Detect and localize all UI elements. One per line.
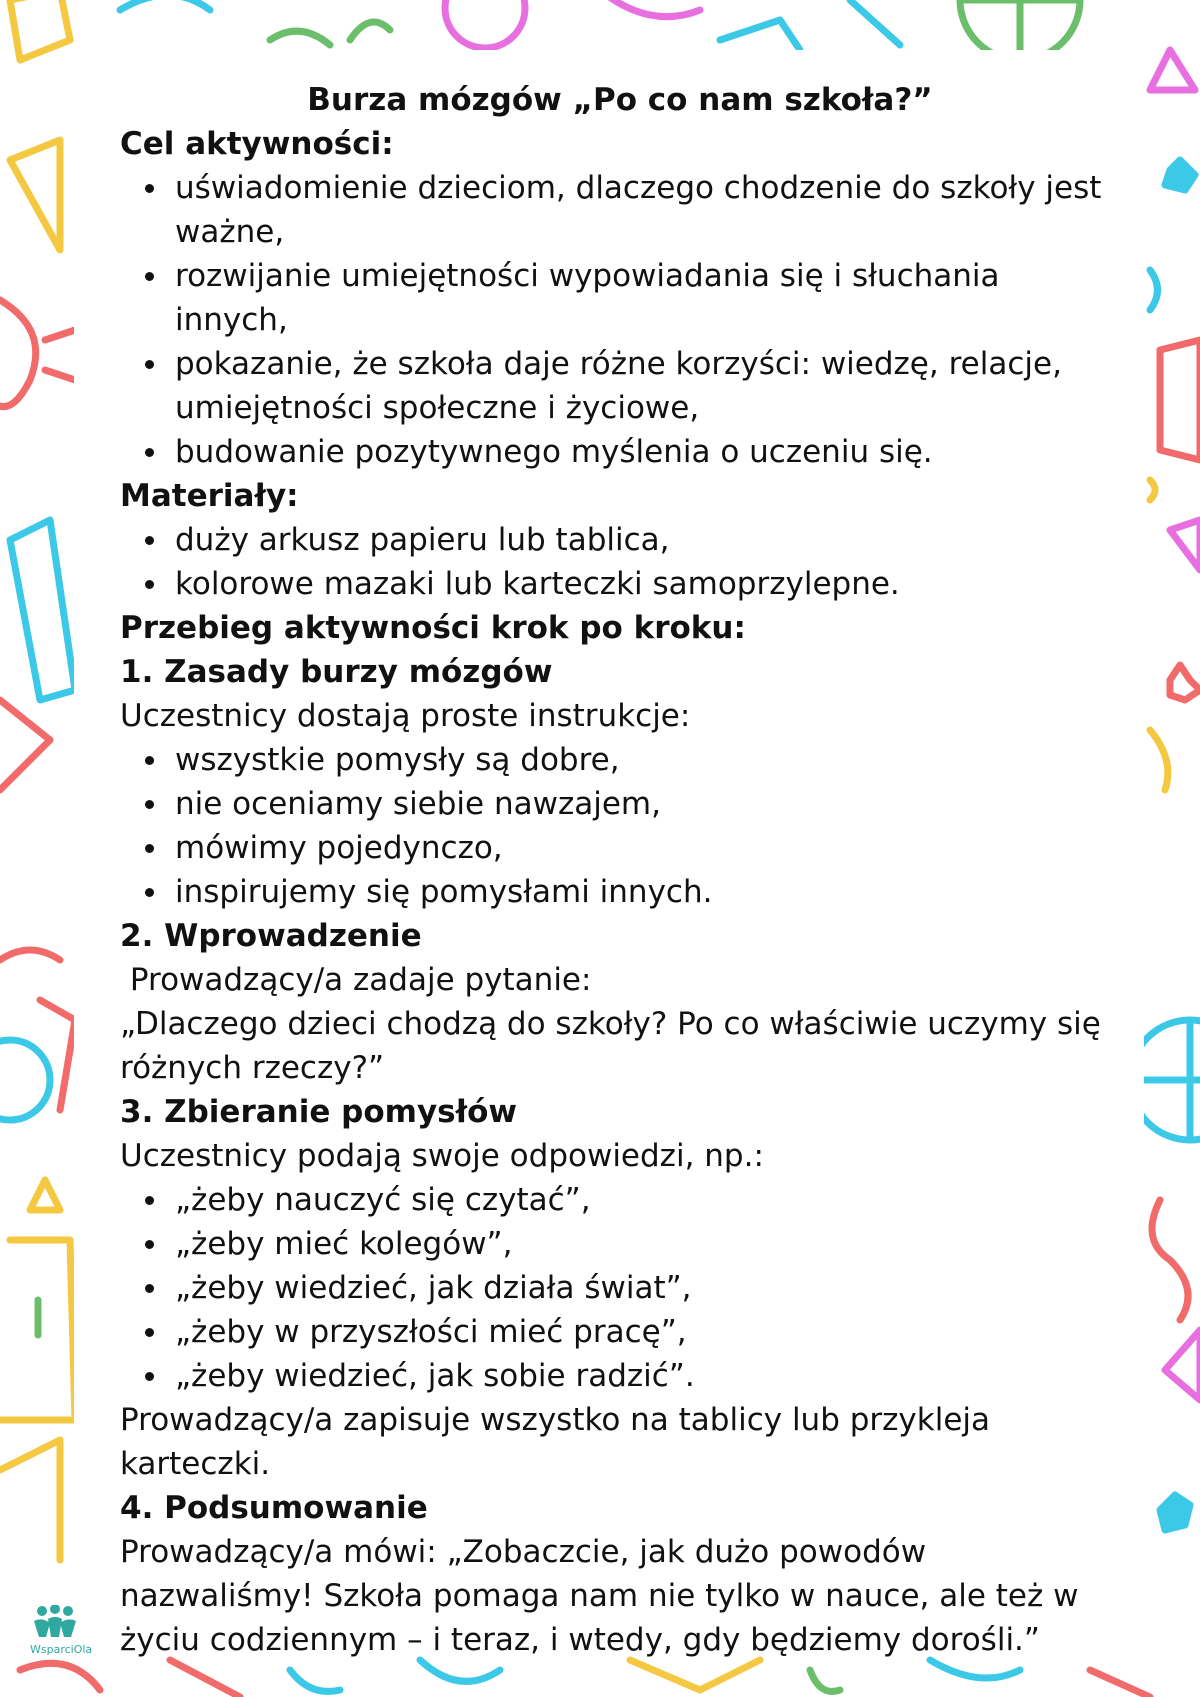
step3-intro: Uczestnicy podają swoje odpowiedzi, np.: bbox=[120, 1138, 764, 1174]
materials-list bbox=[120, 518, 1120, 606]
list-item: duży arkusz papieru lub tablica, bbox=[175, 518, 1120, 562]
step3-outro: Prowadzący/a zapisuje wszystko na tablicy lub przykleja karteczki. bbox=[120, 1402, 991, 1482]
list-item: „żeby w przyszłości mieć pracę”, bbox=[175, 1310, 1120, 1354]
materials-heading: Materiały: bbox=[120, 478, 299, 514]
step1-list bbox=[120, 738, 1120, 914]
list-item: pokazanie, że szkoła daje różne korzyści: wiedzę, relacje, umiejętności społeczne i życiowe, bbox=[175, 342, 1120, 430]
step1-intro: Uczestnicy dostają proste instrukcje: bbox=[120, 698, 691, 734]
list-item: uświadomienie dzieciom, dlaczego chodzenie do szkoły jest ważne, bbox=[175, 166, 1120, 254]
goal-heading: Cel aktywności: bbox=[120, 126, 394, 162]
step2-question: „Dlaczego dzieci chodzą do szkoły? Po co właściwie uczymy się różnych rzeczy?” bbox=[120, 1006, 1101, 1086]
list-item: „żeby wiedzieć, jak sobie radzić”. bbox=[175, 1354, 1120, 1398]
list-item: inspirujemy się pomysłami innych. bbox=[175, 870, 1120, 914]
list-item: „żeby mieć kolegów”, bbox=[175, 1222, 1120, 1266]
logo-text: WsparciOla bbox=[30, 1643, 93, 1656]
list-item: „żeby nauczyć się czytać”, bbox=[175, 1178, 1120, 1222]
list-item: nie oceniamy siebie nawzajem, bbox=[175, 782, 1120, 826]
steps-heading: Przebieg aktywności krok po kroku: bbox=[120, 610, 746, 646]
goal-list bbox=[120, 166, 1120, 474]
list-item: kolorowe mazaki lub karteczki samoprzylepne. bbox=[175, 562, 1120, 606]
people-icon bbox=[30, 1605, 80, 1639]
brand-logo bbox=[30, 1605, 100, 1656]
document-content bbox=[120, 78, 1120, 1662]
list-item: wszystkie pomysły są dobre, bbox=[175, 738, 1120, 782]
list-item: mówimy pojedynczo, bbox=[175, 826, 1120, 870]
step4-heading: 4. Podsumowanie bbox=[120, 1490, 428, 1526]
step3-list bbox=[120, 1178, 1120, 1398]
list-item: „żeby wiedzieć, jak działa świat”, bbox=[175, 1266, 1120, 1310]
step4-text: Prowadzący/a mówi: „Zobaczcie, jak dużo powodów nazwaliśmy! Szkoła pomaga nam nie tylko w nauce, ale też w życiu codziennym – i teraz, i wtedy, gdy będziemy dorośli.” bbox=[120, 1534, 1079, 1658]
list-item: rozwijanie umiejętności wypowiadania się i słuchania innych, bbox=[175, 254, 1120, 342]
step2-heading: 2. Wprowadzenie bbox=[120, 918, 422, 954]
document-title: Burza mózgów „Po co nam szkoła?” bbox=[307, 82, 933, 118]
step2-line1: Prowadzący/a zadaje pytanie: bbox=[120, 962, 592, 998]
list-item: budowanie pozytywnego myślenia o uczeniu się. bbox=[175, 430, 1120, 474]
step1-heading: 1. Zasady burzy mózgów bbox=[120, 654, 553, 690]
step3-heading: 3. Zbieranie pomysłów bbox=[120, 1094, 518, 1130]
